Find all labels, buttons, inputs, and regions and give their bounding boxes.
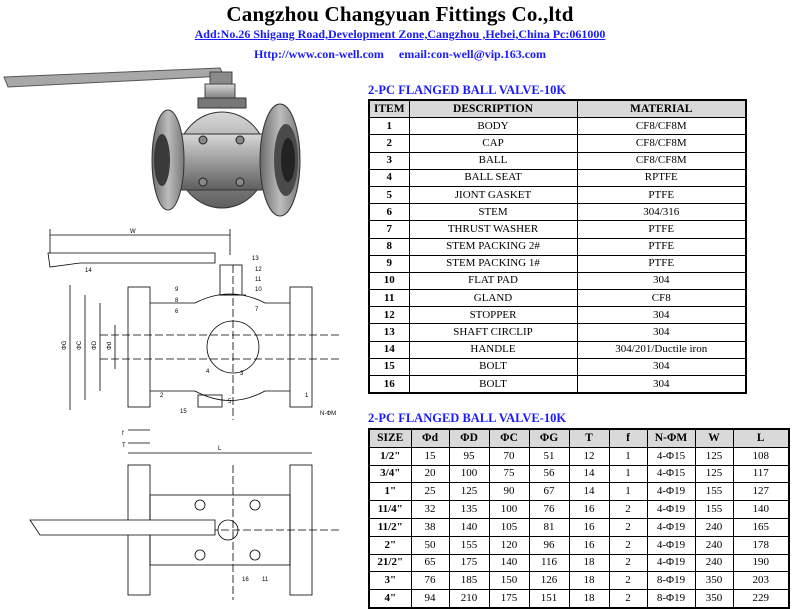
svg-text:L: L [218, 446, 222, 452]
svg-text:11: 11 [262, 577, 269, 583]
table-cell: 304 [577, 358, 746, 375]
dimensions-header-8: W [695, 429, 733, 447]
table-cell: CF8/CF8M [577, 135, 746, 152]
table-cell: 16 [569, 518, 609, 536]
valve-technical-drawing [0, 225, 360, 606]
table-cell: CF8 [577, 290, 746, 307]
svg-text:T: T [122, 443, 126, 449]
table-cell: PTFE [577, 186, 746, 203]
svg-text:16: 16 [242, 577, 249, 583]
table-cell: 11/2" [369, 518, 411, 536]
valve-photo [0, 62, 360, 227]
materials-header-1: DESCRIPTION [409, 100, 577, 118]
table-row [369, 118, 746, 135]
table-cell: STEM [409, 204, 577, 221]
svg-text:15: 15 [180, 409, 187, 415]
table-cell: 25 [411, 483, 449, 501]
table-cell: 90 [489, 483, 529, 501]
svg-text:14: 14 [85, 268, 92, 274]
table-cell: 13 [369, 324, 409, 341]
dimensions-title: 2-PC FLANGED BALL VALVE-10K [368, 411, 567, 425]
table-row [369, 307, 746, 324]
table-cell: 15 [369, 358, 409, 375]
table-row [369, 255, 746, 272]
table-cell: 185 [449, 572, 489, 590]
table-cell: 5 [369, 186, 409, 203]
svg-text:N-ΦM: N-ΦM [320, 411, 337, 417]
table-cell: 1/2" [369, 447, 411, 465]
table-row [369, 518, 789, 536]
table-cell: 70 [489, 447, 529, 465]
svg-text:5: 5 [228, 399, 232, 405]
table-cell: 7 [369, 221, 409, 238]
table-cell: STEM PACKING 2# [409, 238, 577, 255]
svg-text:2: 2 [160, 393, 164, 399]
svg-text:12: 12 [255, 267, 262, 273]
table-row [369, 204, 746, 221]
dimensions-header-2: ΦD [449, 429, 489, 447]
table-cell: HANDLE [409, 341, 577, 358]
materials-title: 2-PC FLANGED BALL VALVE-10K [368, 83, 567, 97]
table-cell: 51 [529, 447, 569, 465]
table-cell: 18 [569, 590, 609, 608]
svg-text:8: 8 [175, 298, 179, 304]
table-cell: 95 [449, 447, 489, 465]
table-cell: 16 [569, 501, 609, 519]
table-cell: 2 [369, 135, 409, 152]
dimensions-header-4: ΦG [529, 429, 569, 447]
table-cell: 8-Φ19 [647, 572, 695, 590]
table-cell: 2 [609, 554, 647, 572]
table-cell: 125 [695, 447, 733, 465]
table-cell: 4-Φ15 [647, 465, 695, 483]
table-cell: BALL [409, 152, 577, 169]
table-cell: 304/316 [577, 204, 746, 221]
materials-header-0: ITEM [369, 100, 409, 118]
table-cell: 8-Φ19 [647, 590, 695, 608]
table-cell: 3" [369, 572, 411, 590]
table-row [369, 341, 746, 358]
table-cell: 96 [529, 536, 569, 554]
website-link[interactable]: Http://www.con-well.com [253, 47, 384, 61]
table-cell: 10 [369, 272, 409, 289]
table-cell: 4" [369, 590, 411, 608]
table-cell: 175 [489, 590, 529, 608]
table-cell: 15 [411, 447, 449, 465]
svg-text:ΦG: ΦG [62, 340, 68, 350]
table-cell: 140 [733, 501, 789, 519]
table-cell: 140 [489, 554, 529, 572]
table-cell: 4-Φ15 [647, 447, 695, 465]
table-cell: CF8/CF8M [577, 152, 746, 169]
table-cell: 4-Φ19 [647, 554, 695, 572]
table-cell: CF8/CF8M [577, 118, 746, 135]
table-row [369, 135, 746, 152]
table-cell: 21/2" [369, 554, 411, 572]
table-row [369, 221, 746, 238]
dimensions-header-row [369, 429, 789, 447]
table-cell: 125 [449, 483, 489, 501]
table-row [369, 376, 746, 394]
table-cell: 9 [369, 255, 409, 272]
table-cell: 76 [529, 501, 569, 519]
table-cell: 2 [609, 590, 647, 608]
table-cell: 12 [569, 447, 609, 465]
table-cell: 1" [369, 483, 411, 501]
materials-table [368, 99, 747, 394]
table-cell: 12 [369, 307, 409, 324]
table-cell: 4-Φ19 [647, 536, 695, 554]
dimensions-header-6: f [609, 429, 647, 447]
table-cell: 350 [695, 590, 733, 608]
table-cell: 304 [577, 324, 746, 341]
table-cell: THRUST WASHER [409, 221, 577, 238]
table-row [369, 501, 789, 519]
table-cell: 117 [733, 465, 789, 483]
table-cell: 2" [369, 536, 411, 554]
table-cell: 100 [449, 465, 489, 483]
dimensions-header-5: T [569, 429, 609, 447]
table-cell: 203 [733, 572, 789, 590]
table-cell: 140 [449, 518, 489, 536]
table-cell: 190 [733, 554, 789, 572]
table-cell: CAP [409, 135, 577, 152]
table-cell: 126 [529, 572, 569, 590]
table-cell: 3/4" [369, 465, 411, 483]
table-cell: 94 [411, 590, 449, 608]
table-cell: 11/4" [369, 501, 411, 519]
table-cell: STOPPER [409, 307, 577, 324]
table-cell: 150 [489, 572, 529, 590]
table-row [369, 590, 789, 608]
svg-text:7: 7 [255, 307, 259, 313]
table-row [369, 358, 746, 375]
table-cell: 175 [449, 554, 489, 572]
table-cell: 20 [411, 465, 449, 483]
table-cell: BOLT [409, 358, 577, 375]
table-cell: 50 [411, 536, 449, 554]
table-cell: 18 [569, 572, 609, 590]
table-row [369, 169, 746, 186]
table-cell: 65 [411, 554, 449, 572]
svg-text:3: 3 [240, 371, 244, 377]
table-cell: 108 [733, 447, 789, 465]
table-cell: 2 [609, 518, 647, 536]
contact-line [0, 47, 800, 62]
table-cell: 229 [733, 590, 789, 608]
table-cell: 32 [411, 501, 449, 519]
table-cell: 76 [411, 572, 449, 590]
svg-text:6: 6 [175, 309, 179, 315]
table-row [369, 186, 746, 203]
table-cell: 2 [609, 536, 647, 554]
svg-text:f: f [122, 431, 124, 437]
table-cell: BALL SEAT [409, 169, 577, 186]
table-cell: GLAND [409, 290, 577, 307]
table-cell: 210 [449, 590, 489, 608]
table-cell: BODY [409, 118, 577, 135]
table-cell: 1 [609, 483, 647, 501]
table-row [369, 465, 789, 483]
table-cell: 14 [569, 483, 609, 501]
table-cell: 16 [569, 536, 609, 554]
materials-header-row [369, 100, 746, 118]
table-cell: 14 [369, 341, 409, 358]
table-cell: RPTFE [577, 169, 746, 186]
svg-text:Φd: Φd [107, 341, 113, 350]
table-cell: 151 [529, 590, 569, 608]
table-row [369, 536, 789, 554]
table-cell: BOLT [409, 376, 577, 394]
table-cell: 16 [369, 376, 409, 394]
table-cell: 240 [695, 536, 733, 554]
table-cell: STEM PACKING 1# [409, 255, 577, 272]
svg-text:13: 13 [252, 256, 259, 262]
svg-text:ΦC: ΦC [77, 340, 83, 350]
dimensions-header-7: N-ΦM [647, 429, 695, 447]
table-cell: 14 [569, 465, 609, 483]
table-cell: 304 [577, 307, 746, 324]
dimensions-header-1: Φd [411, 429, 449, 447]
table-row [369, 238, 746, 255]
materials-header-2: MATERIAL [577, 100, 746, 118]
table-cell: 240 [695, 554, 733, 572]
table-cell: 304/201/Ductile iron [577, 341, 746, 358]
table-row [369, 290, 746, 307]
dimensions-header-3: ΦC [489, 429, 529, 447]
table-cell: 155 [449, 536, 489, 554]
table-cell: 155 [695, 483, 733, 501]
table-cell: PTFE [577, 221, 746, 238]
table-cell: 18 [569, 554, 609, 572]
table-cell: 81 [529, 518, 569, 536]
table-cell: PTFE [577, 238, 746, 255]
table-cell: 1 [369, 118, 409, 135]
svg-text:9: 9 [175, 287, 179, 293]
table-cell: 240 [695, 518, 733, 536]
dimensions-header-9: L [733, 429, 789, 447]
table-row [369, 447, 789, 465]
table-cell: JIONT GASKET [409, 186, 577, 203]
table-row [369, 324, 746, 341]
company-address[interactable]: Add:No.26 Shigang Road,Development Zone,Cangzhou ,Hebei,China Pc:061000 [194, 27, 606, 41]
table-cell: 120 [489, 536, 529, 554]
table-cell: 165 [733, 518, 789, 536]
table-cell: SHAFT CIRCLIP [409, 324, 577, 341]
table-cell: 3 [369, 152, 409, 169]
svg-text:1: 1 [305, 393, 309, 399]
table-row [369, 483, 789, 501]
label-w: W [130, 229, 136, 235]
table-cell: 304 [577, 376, 746, 394]
dimensions-table [368, 428, 790, 609]
table-cell: 6 [369, 204, 409, 221]
table-cell: 116 [529, 554, 569, 572]
table-cell: 178 [733, 536, 789, 554]
table-cell: 127 [733, 483, 789, 501]
table-cell: 4 [369, 169, 409, 186]
table-cell: 100 [489, 501, 529, 519]
table-cell: 4-Φ19 [647, 483, 695, 501]
table-cell: 38 [411, 518, 449, 536]
dimensions-header-0: SIZE [369, 429, 411, 447]
table-cell: PTFE [577, 255, 746, 272]
table-cell: 304 [577, 272, 746, 289]
table-cell: 8 [369, 238, 409, 255]
table-cell: 1 [609, 465, 647, 483]
table-cell: 125 [695, 465, 733, 483]
table-cell: 135 [449, 501, 489, 519]
table-row [369, 152, 746, 169]
table-cell: 2 [609, 501, 647, 519]
table-cell: 56 [529, 465, 569, 483]
table-cell: 11 [369, 290, 409, 307]
company-name: Cangzhou Changyuan Fittings Co.,ltd [226, 2, 574, 26]
svg-text:10: 10 [255, 287, 262, 293]
table-cell: 4-Φ19 [647, 501, 695, 519]
table-cell: 67 [529, 483, 569, 501]
table-cell: 155 [695, 501, 733, 519]
table-cell: FLAT PAD [409, 272, 577, 289]
table-cell: 4-Φ19 [647, 518, 695, 536]
svg-text:4: 4 [206, 369, 210, 375]
table-row [369, 272, 746, 289]
table-cell: 105 [489, 518, 529, 536]
table-cell: 75 [489, 465, 529, 483]
svg-text:ΦD: ΦD [92, 340, 98, 350]
svg-text:11: 11 [255, 277, 262, 283]
table-row [369, 554, 789, 572]
table-cell: 350 [695, 572, 733, 590]
table-cell: 1 [609, 447, 647, 465]
email-link[interactable]: email:con-well@vip.163.com [398, 47, 547, 61]
table-row [369, 572, 789, 590]
table-cell: 2 [609, 572, 647, 590]
